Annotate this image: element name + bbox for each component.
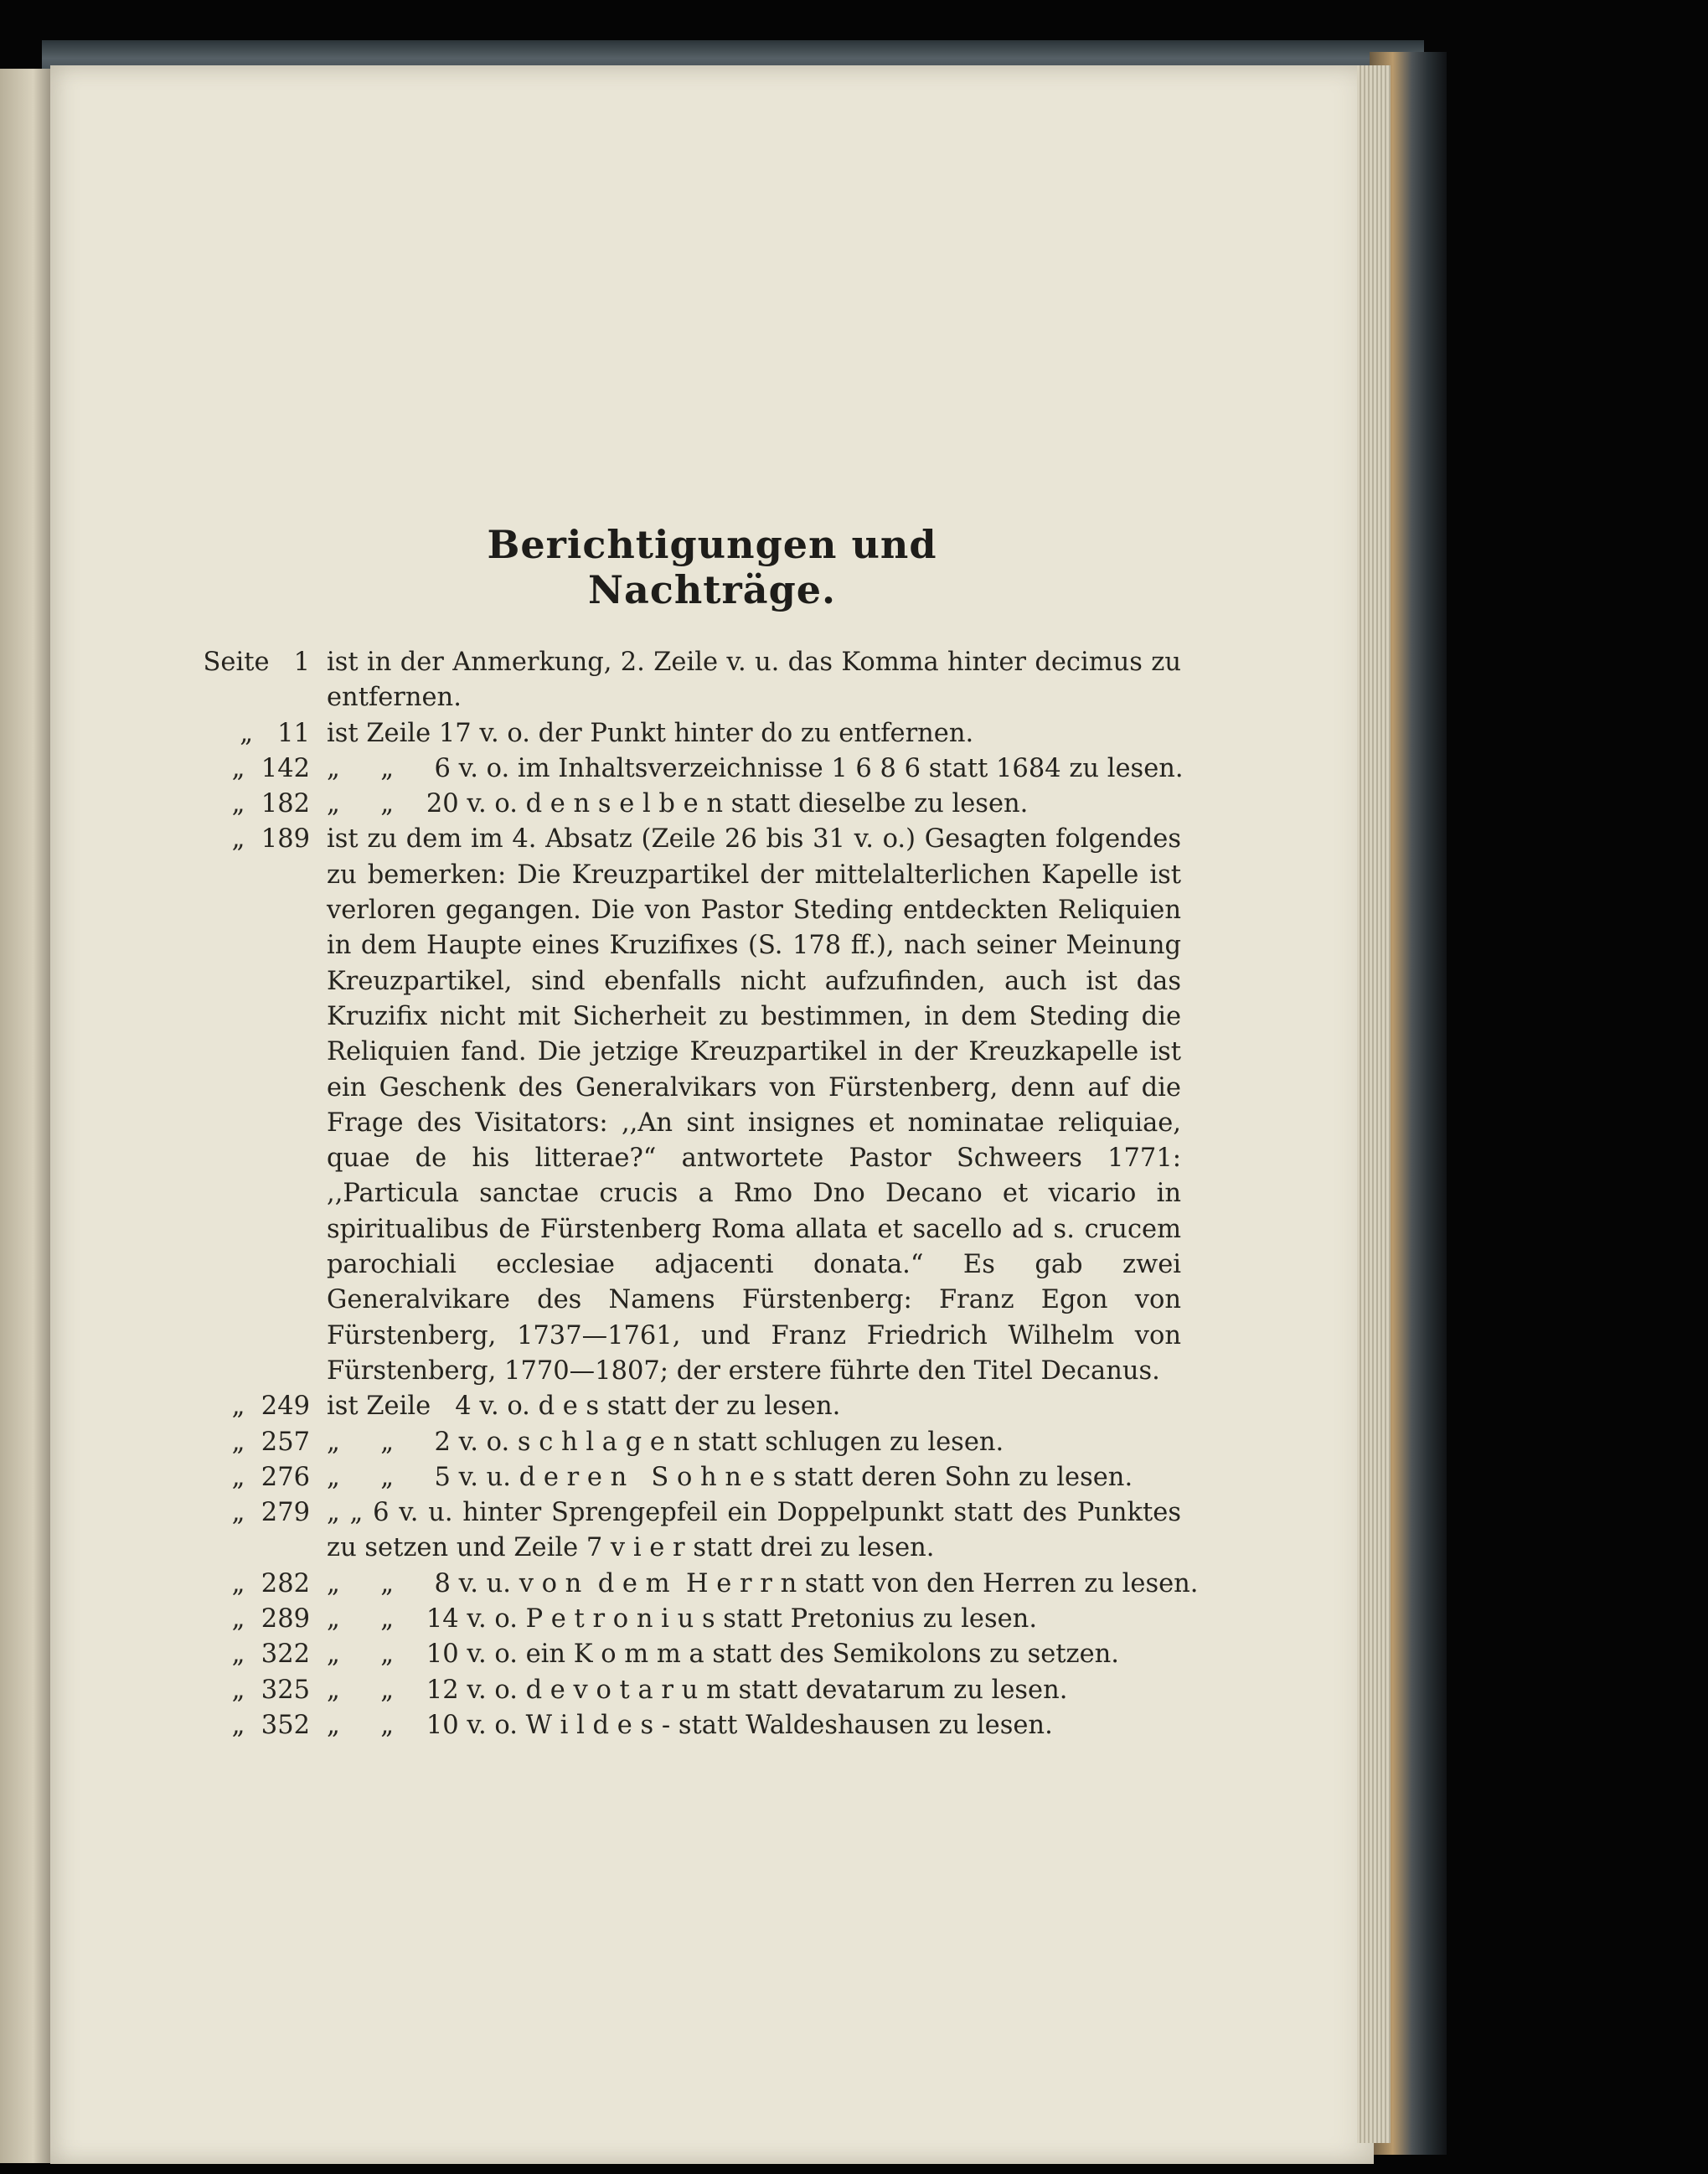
entry-seite-142 bbox=[201, 751, 1184, 787]
entry-page-ref: Seite 1 bbox=[203, 648, 310, 677]
page-title: Berichtigungen und Nachträge. bbox=[487, 522, 937, 612]
entry-text: „ „ 14 v. o. P e t r o n i u s statt Pretonius zu lesen. bbox=[327, 1604, 1038, 1634]
entry-seite-249 bbox=[201, 1389, 1181, 1424]
entry-text: „ „ 2 v. o. s c h l a g e n statt schlugen zu lesen. bbox=[327, 1427, 1004, 1457]
entry-page-ref: „ 276 bbox=[231, 1462, 310, 1492]
entry-seite-257 bbox=[201, 1425, 1181, 1460]
entry-text: ist Zeile 4 v. o. d e s statt der zu lesen. bbox=[327, 1392, 841, 1422]
facing-page-edge bbox=[0, 69, 55, 2163]
entry-seite-282 bbox=[201, 1567, 1199, 1602]
entry-page-ref: „ 289 bbox=[231, 1604, 310, 1634]
entry-page-ref: „ 142 bbox=[231, 753, 310, 783]
entry-seite-322 bbox=[201, 1637, 1181, 1672]
entry-text: „ „ 6 v. o. im Inhaltsverzeichnisse 1 6 8 6 statt 1684 zu lesen. bbox=[327, 753, 1184, 783]
entry-seite-325 bbox=[201, 1673, 1181, 1708]
corrections-list bbox=[201, 645, 1199, 1743]
entry-page-ref: „ 189 bbox=[231, 824, 310, 855]
entry-seite-11 bbox=[201, 716, 1181, 751]
entry-seite-352 bbox=[201, 1708, 1181, 1743]
entry-page-ref: „ 279 bbox=[231, 1498, 310, 1528]
entry-page-ref: „ 352 bbox=[231, 1710, 310, 1740]
entry-page-ref: „ 325 bbox=[231, 1675, 310, 1705]
entry-seite-182 bbox=[201, 787, 1181, 822]
entry-text: „ „ 8 v. u. v o n d e m H e r r n statt von den Herren zu lesen. bbox=[327, 1568, 1199, 1598]
entry-text: „ „ 10 v. o. W i l d e s - statt Waldeshausen zu lesen. bbox=[327, 1710, 1053, 1740]
entry-text: ist in der Anmerkung, 2. Zeile v. u. das Komma hinter decimus zu entfernen. bbox=[327, 648, 1181, 713]
book-page bbox=[50, 65, 1374, 2164]
entry-text: ist Zeile 17 v. o. der Punkt hinter do zu entfernen. bbox=[327, 718, 974, 748]
entry-seite-289 bbox=[201, 1602, 1181, 1637]
entry-page-ref: „ 257 bbox=[231, 1427, 310, 1457]
entry-page-ref: „ 322 bbox=[231, 1640, 310, 1670]
entry-text: „ „ 12 v. o. d e v o t a r u m statt devatarum zu lesen. bbox=[327, 1675, 1068, 1705]
entry-page-ref: „ 282 bbox=[231, 1568, 310, 1598]
entry-seite-189 bbox=[201, 822, 1181, 1389]
entry-seite-1 bbox=[201, 645, 1181, 716]
entry-seite-279 bbox=[201, 1495, 1181, 1567]
entry-seite-276 bbox=[201, 1460, 1181, 1495]
entry-text: „ „ 6 v. u. hinter Sprengepfeil ein Doppelpunkt statt des Punktes zu setzen und Zeile 7 v i e r statt drei zu lesen. bbox=[327, 1498, 1181, 1563]
entry-text: „ „ 10 v. o. ein K o m m a statt des Semikolons zu setzen. bbox=[327, 1640, 1119, 1670]
entry-page-ref: „ 11 bbox=[240, 718, 310, 748]
page-block-edges bbox=[1357, 65, 1391, 2143]
entry-text: „ „ 5 v. u. d e r e n S o h n e s statt deren Sohn zu lesen. bbox=[327, 1462, 1133, 1492]
entry-page-ref: „ 249 bbox=[231, 1392, 310, 1422]
entry-page-ref: „ 182 bbox=[231, 789, 310, 819]
entry-text: ist zu dem im 4. Absatz (Zeile 26 bis 31 v. o.) Gesagten folgendes zu bemerken: Die Kreuzpartikel der mittelalterlichen Kapelle ist verloren gegangen. Die von Pastor Steding entdeckten Reliquien in dem Haupte eines Kruzifixes (S. 178 ff.), nach seiner Meinung Kreuzpartikel, sind ebenfalls nicht aufzufinden, auch ist das Kruzifix nicht mit Sicherheit zu bestimmen, in dem Steding die Reliquien fand. Die jetzige Kreuzpartikel in der Kreuzkapelle ist ein Geschenk des Generalvikars von Fürstenberg, denn auf die Frage des Visitators: ,,An sint insignes et nominatae reliquiae, quae de his litterae?“ antwortete Pastor Schweers 1771: ,,Particula sanctae crucis a Rmo Dno Decano et vicario in spiritualibus de Fürstenberg Roma allata et sacello ad s. crucem parochiali ecclesiae adjacenti donata.“ Es gab zwei Generalvikare des Namens Fürstenberg: Franz Egon von Fürstenberg, 1737—1761, und Franz Friedrich Wilhelm von Fürstenberg, 1770—1807; der erstere führte den Titel Decanus. bbox=[327, 824, 1181, 1386]
entry-text: „ „ 20 v. o. d e n s e l b e n statt dieselbe zu lesen. bbox=[327, 789, 1029, 819]
